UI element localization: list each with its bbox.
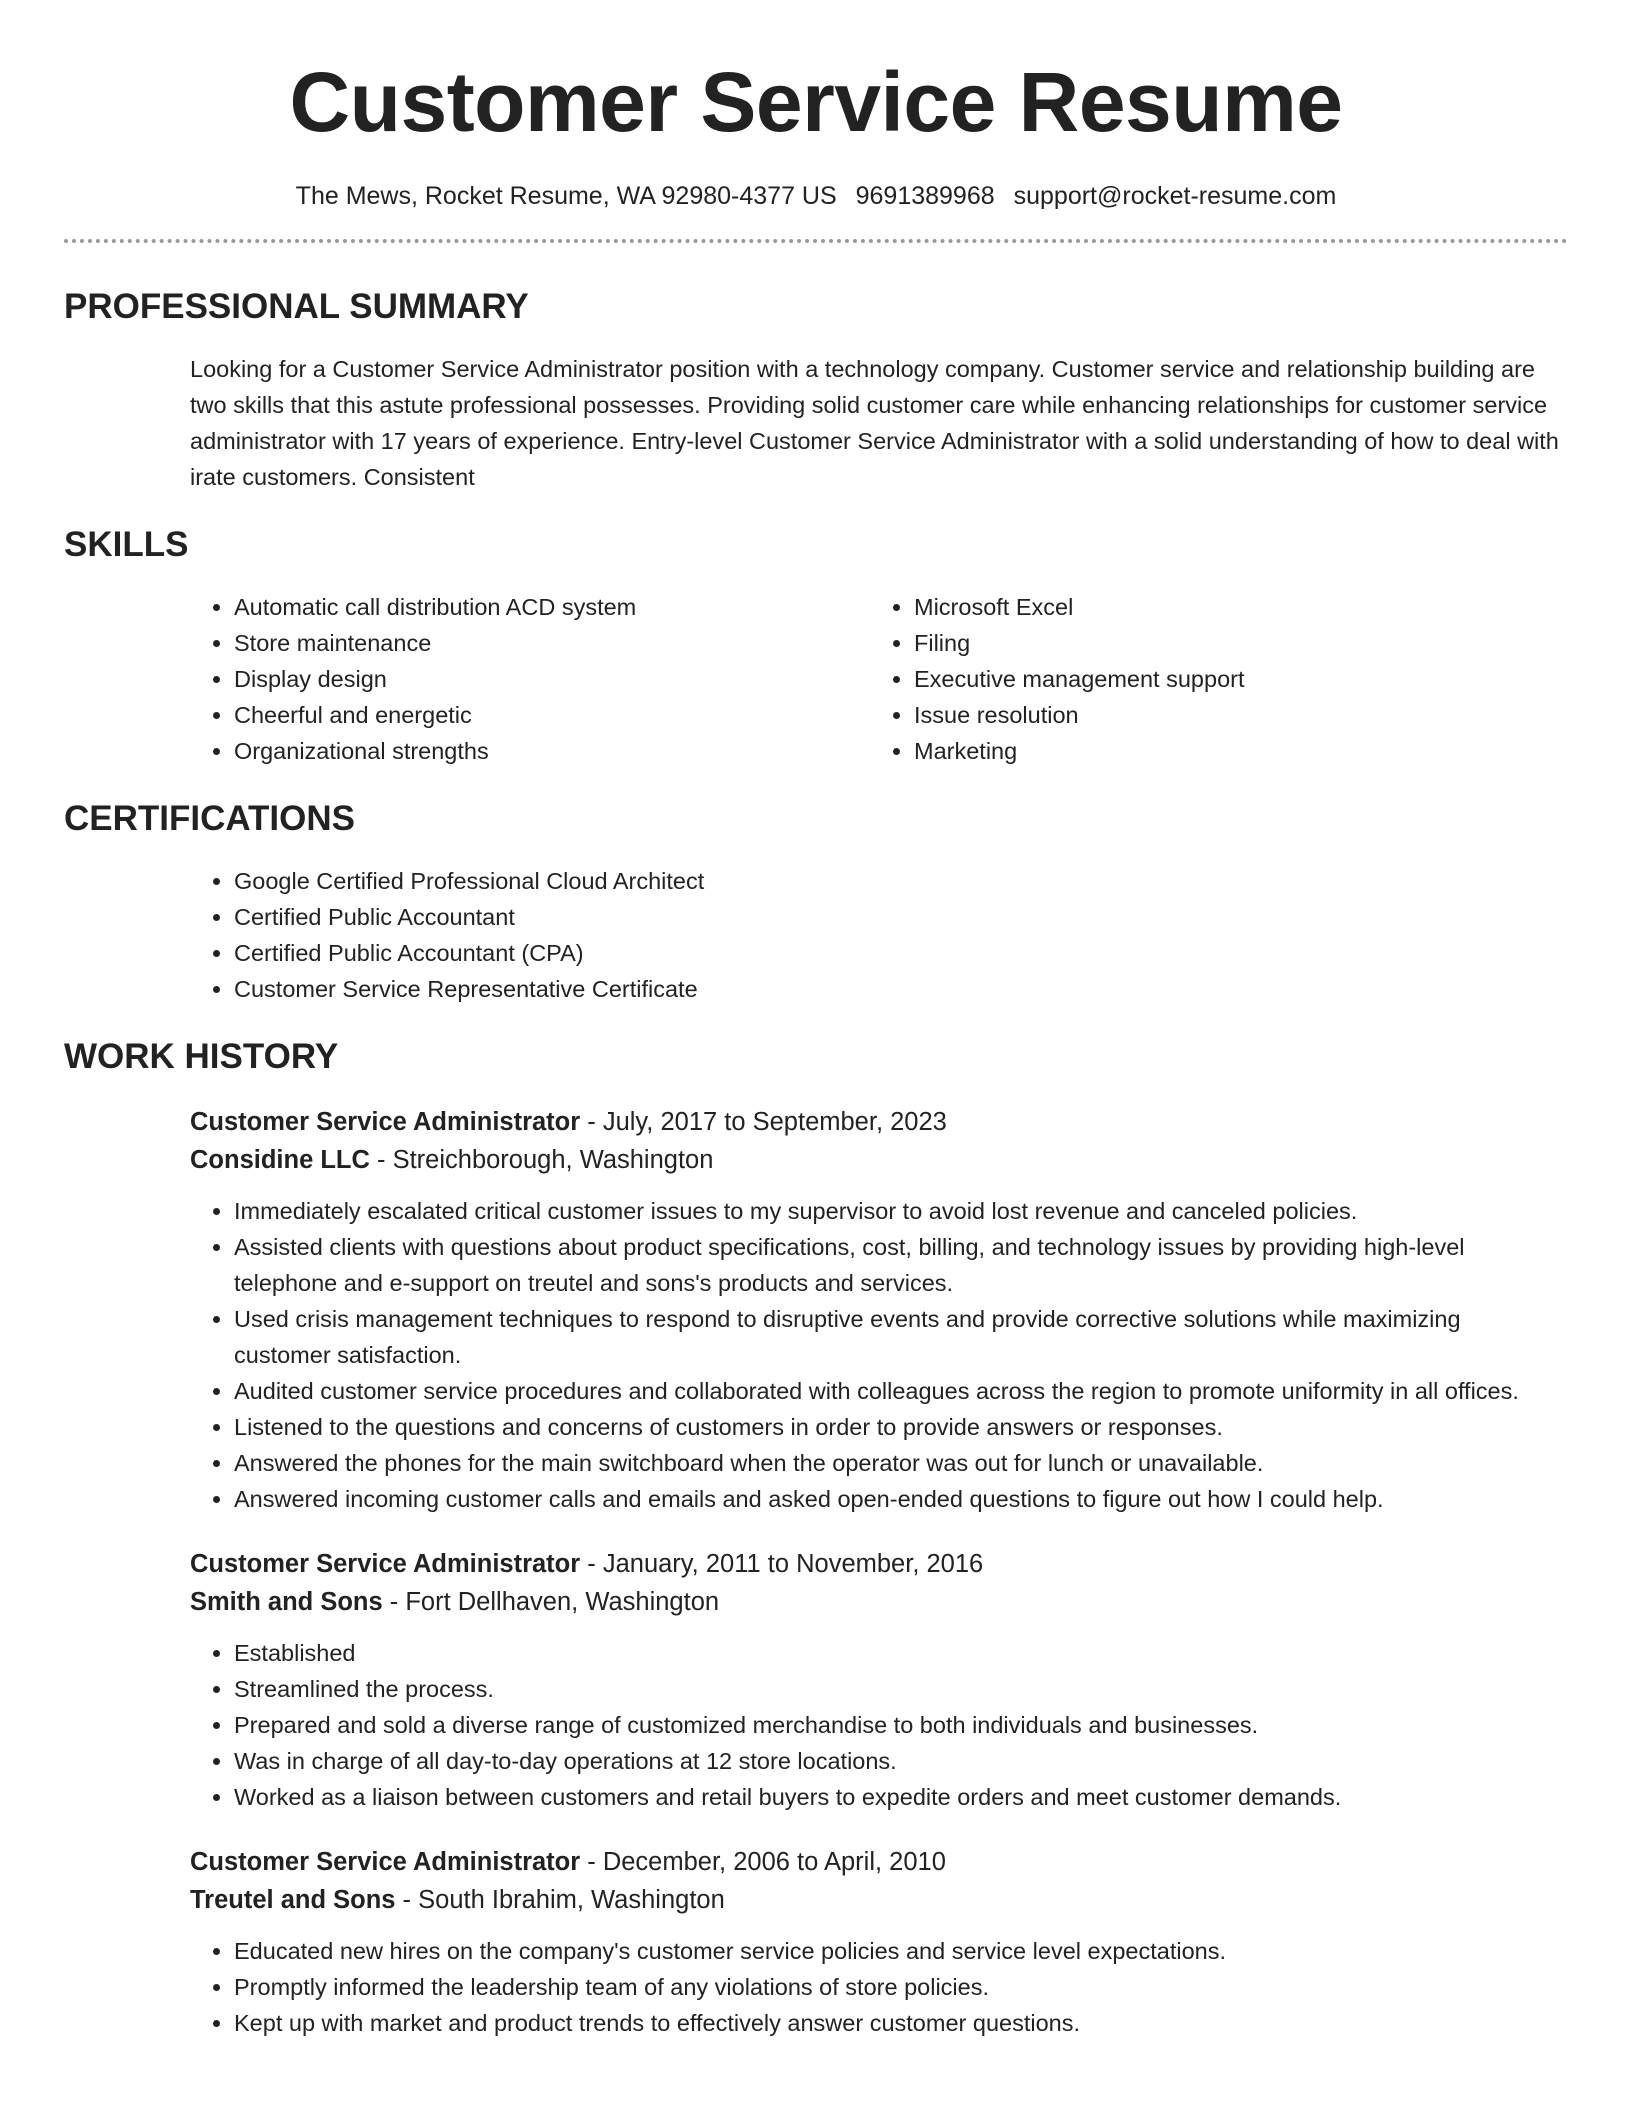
job-company-line [190, 1583, 1568, 1621]
job-entry [190, 1843, 1568, 2041]
job-duty: • Kept up with market and product trends to effectively answer customer questions. [234, 2005, 1558, 2041]
job-duty: • Promptly informed the leadership team of any violations of store policies. [234, 1969, 1558, 2005]
skill-item: • Filing [914, 625, 1470, 661]
certification-item: • Certified Public Accountant (CPA) [234, 935, 1568, 971]
skill-item: • Organizational strengths [234, 733, 870, 769]
job-duty: • Answered the phones for the main switchboard when the operator was out for lunch or unavailable. [234, 1445, 1558, 1481]
contact-phone: 9691389968 [855, 182, 995, 210]
certifications-list [190, 863, 1568, 1007]
job-duty: • Worked as a liaison between customers and retail buyers to expedite orders and meet customer demands. [234, 1779, 1558, 1815]
job-entry [190, 1103, 1568, 1517]
job-location: - South Ibrahim, Washington [395, 1886, 725, 1914]
skill-item: • Store maintenance [234, 625, 870, 661]
skills-list [190, 589, 1568, 769]
job-duty: • Audited customer service procedures and collaborated with colleagues across the region to promote uniformity in all offices. [234, 1373, 1558, 1409]
resume-title: Customer Service Resume [289, 55, 1343, 149]
job-dates: - January, 2011 to November, 2016 [580, 1550, 984, 1578]
summary-heading: PROFESSIONAL SUMMARY [64, 287, 529, 326]
skill-item: • Automatic call distribution ACD system [234, 589, 870, 625]
job-duty: • Was in charge of all day-to-day operations at 12 store locations. [234, 1743, 1558, 1779]
job-duty: • Answered incoming customer calls and emails and asked open-ended questions to figure out how I could help. [234, 1481, 1558, 1517]
job-location: - Streichborough, Washington [369, 1146, 714, 1174]
job-company-line [190, 1881, 1568, 1919]
job-duties-list [190, 1933, 1558, 2041]
job-title-line [190, 1545, 1568, 1583]
job-duty: • Educated new hires on the company's customer service policies and service level expectations. [234, 1933, 1558, 1969]
job-duty: • Listened to the questions and concerns of customers in order to provide answers or responses. [234, 1409, 1558, 1445]
job-dates: - July, 2017 to September, 2023 [580, 1108, 947, 1136]
job-title-line [190, 1103, 1568, 1141]
contact-email: support@rocket-resume.com [1013, 182, 1337, 210]
skill-item: • Cheerful and energetic [234, 697, 870, 733]
job-company-line [190, 1141, 1568, 1179]
work-history-heading: WORK HISTORY [64, 1037, 339, 1076]
skills-column-left [190, 589, 870, 769]
certifications-heading: CERTIFICATIONS [64, 799, 356, 838]
job-location: - Fort Dellhaven, Washington [382, 1588, 720, 1616]
job-company: Considine LLC [190, 1146, 370, 1174]
job-dates: - December, 2006 to April, 2010 [580, 1848, 946, 1876]
certification-item: • Google Certified Professional Cloud Architect [234, 863, 1568, 899]
skill-item: • Marketing [914, 733, 1470, 769]
header-divider [64, 239, 1568, 243]
job-title: Customer Service Administrator [190, 1108, 581, 1136]
job-title-line [190, 1843, 1568, 1881]
job-duty: • Assisted clients with questions about product specifications, cost, billing, and technology issues by providing high-level telephone and e-support on treutel and sons's products and services. [234, 1229, 1558, 1301]
certification-item: • Customer Service Representative Certificate [234, 971, 1568, 1007]
certification-item: • Certified Public Accountant [234, 899, 1568, 935]
skills-heading: SKILLS [64, 525, 189, 564]
contact-line [64, 182, 1568, 211]
skill-item: • Issue resolution [914, 697, 1470, 733]
job-entry [190, 1545, 1568, 1815]
job-company: Treutel and Sons [190, 1886, 396, 1914]
job-duty: • Used crisis management techniques to respond to disruptive events and provide corrective solutions while maximizing customer satisfaction. [234, 1301, 1558, 1373]
job-duties-list [190, 1635, 1558, 1815]
skill-item: • Display design [234, 661, 870, 697]
contact-address: The Mews, Rocket Resume, WA 92980-4377 US [295, 182, 837, 210]
job-duty: • Streamlined the process. [234, 1671, 1558, 1707]
job-duty: • Prepared and sold a diverse range of customized merchandise to both individuals and businesses. [234, 1707, 1558, 1743]
job-duty: • Immediately escalated critical customer issues to my supervisor to avoid lost revenue and canceled policies. [234, 1193, 1558, 1229]
job-duties-list [190, 1193, 1558, 1517]
job-title: Customer Service Administrator [190, 1848, 581, 1876]
job-company: Smith and Sons [190, 1588, 383, 1616]
skill-item: • Microsoft Excel [914, 589, 1470, 625]
job-duty: • Established [234, 1635, 1558, 1671]
job-title: Customer Service Administrator [190, 1550, 581, 1578]
skill-item: • Executive management support [914, 661, 1470, 697]
summary-text: Looking for a Customer Service Administrator position with a technology company. Customer service and relationship building are two skills that this astute professional possesses. Providing solid customer care while enhancing relationships for customer service administrator with 17 years of experience. Entry-level Customer Service Administrator with a solid understanding of how to deal with irate customers. Consistent [190, 356, 1559, 490]
skills-column-right [870, 589, 1470, 769]
